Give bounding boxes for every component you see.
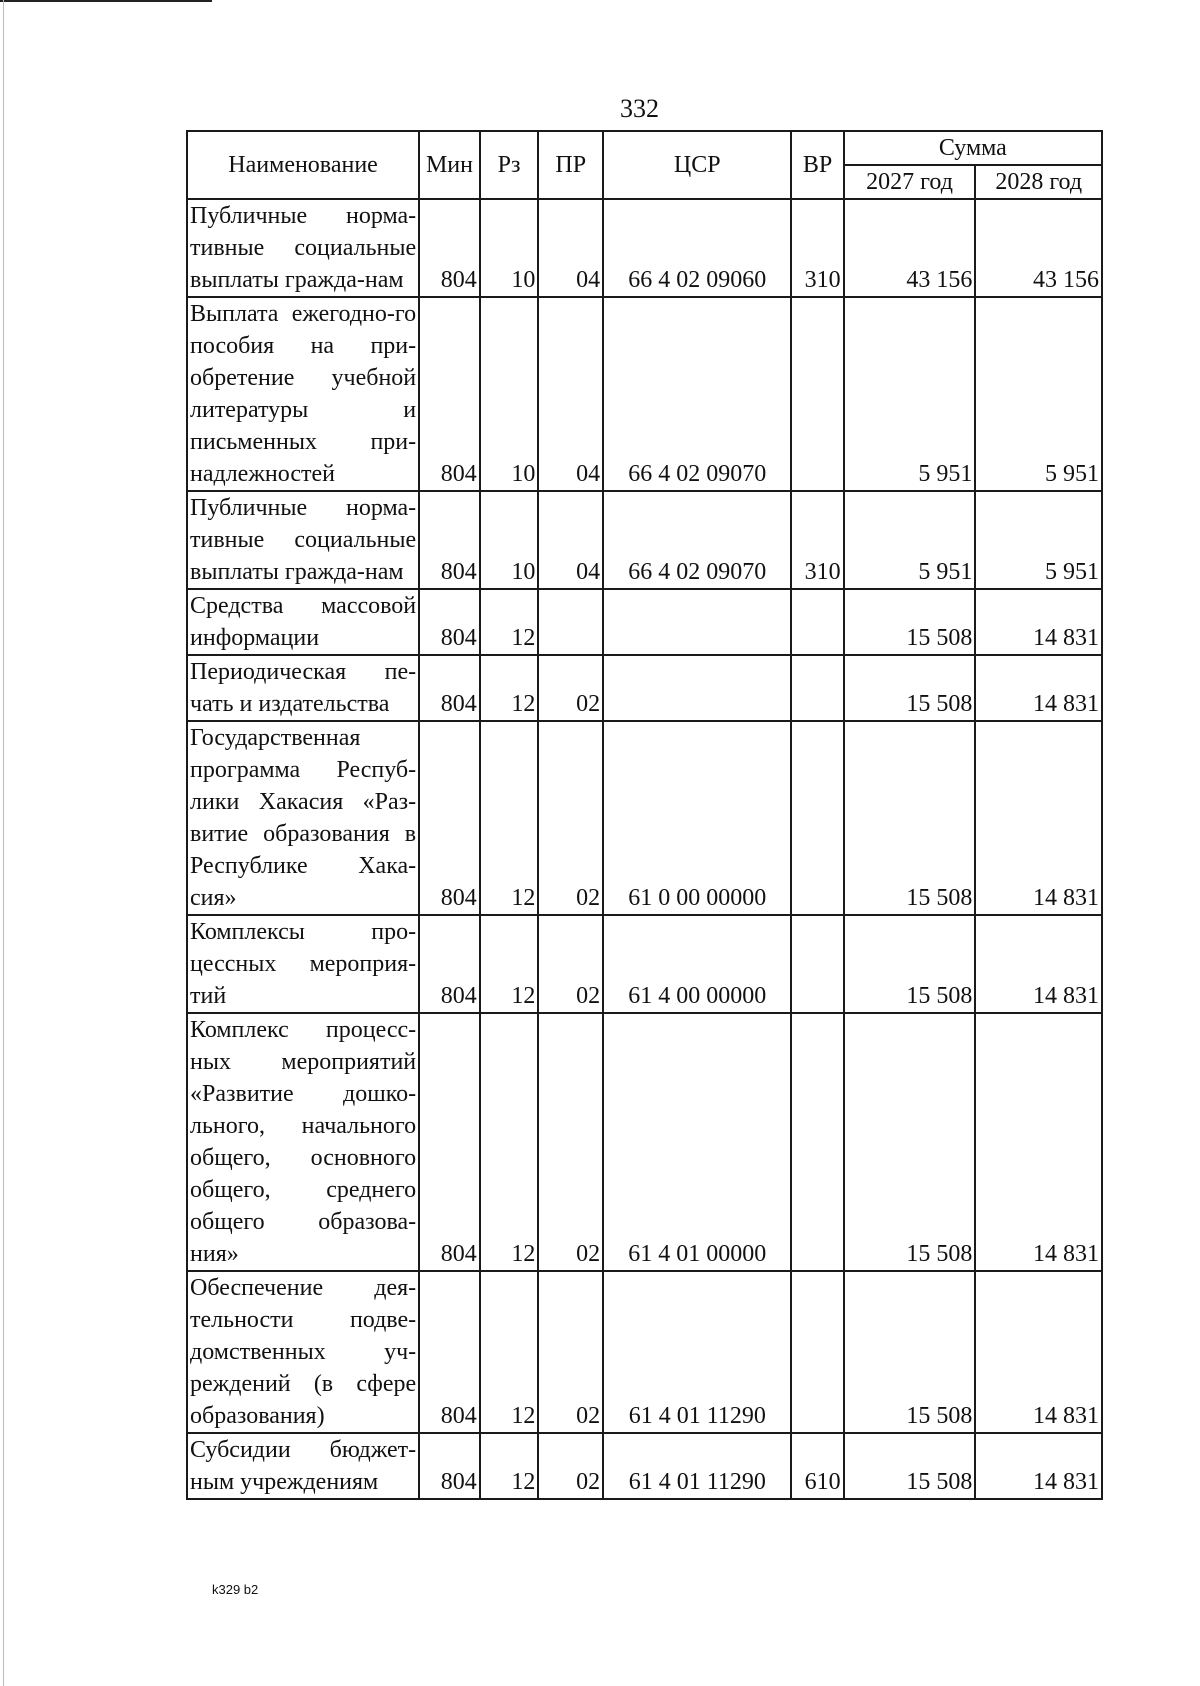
- cell-sum-2027: 15 508: [844, 1013, 976, 1271]
- cell-sum-2027: 15 508: [844, 1433, 976, 1499]
- cell-min: 804: [419, 915, 480, 1013]
- cell-rz: 12: [480, 655, 539, 721]
- cell-rz: 12: [480, 721, 539, 915]
- cell-name: Комплексы про-цессных мероприя-тий: [187, 915, 419, 1013]
- cell-min: 804: [419, 1271, 480, 1433]
- cell-sum-2028: 43 156: [975, 199, 1102, 297]
- cell-name: Субсидии бюджет-ным учреждениям: [187, 1433, 419, 1499]
- cell-min: 804: [419, 655, 480, 721]
- cell-vr: [791, 915, 843, 1013]
- page-number: 332: [620, 94, 659, 123]
- cell-pr: 02: [538, 721, 603, 915]
- cell-vr: 310: [791, 199, 843, 297]
- cell-sum-2027: 5 951: [844, 491, 976, 589]
- cell-min: 804: [419, 297, 480, 491]
- header-year-2028: 2028 год: [975, 165, 1102, 199]
- cell-vr: 610: [791, 1433, 843, 1499]
- cell-sum-2028: 14 831: [975, 1271, 1102, 1433]
- cell-pr: [538, 589, 603, 655]
- table-row: [187, 1271, 1102, 1433]
- cell-sum-2027: 15 508: [844, 655, 976, 721]
- cell-rz: 10: [480, 491, 539, 589]
- cell-sum-2028: 5 951: [975, 297, 1102, 491]
- cell-rz: 12: [480, 1433, 539, 1499]
- cell-name: Публичные норма-тивные социальные выплаты гражда-нам: [187, 199, 419, 297]
- cell-rz: 12: [480, 589, 539, 655]
- cell-csr: [603, 655, 791, 721]
- cell-min: 804: [419, 199, 480, 297]
- cell-name: Средства массовой информации: [187, 589, 419, 655]
- header-year-2027: 2027 год: [844, 165, 976, 199]
- cell-pr: 02: [538, 1013, 603, 1271]
- cell-sum-2028: 14 831: [975, 655, 1102, 721]
- cell-sum-2027: 43 156: [844, 199, 976, 297]
- header-vr: ВР: [791, 131, 843, 199]
- cell-csr: 61 4 01 11290: [603, 1433, 791, 1499]
- table-row: [187, 491, 1102, 589]
- cell-pr: 02: [538, 655, 603, 721]
- cell-sum-2028: 14 831: [975, 1433, 1102, 1499]
- cell-csr: 61 4 01 11290: [603, 1271, 791, 1433]
- table-row: [187, 1433, 1102, 1499]
- cell-rz: 12: [480, 915, 539, 1013]
- scan-edge-line: [0, 0, 212, 2]
- cell-name: Обеспечение дея-тельности подве-домственных уч-реждений (в сфере образования): [187, 1271, 419, 1433]
- cell-pr: 04: [538, 199, 603, 297]
- header-name: Наименование: [187, 131, 419, 199]
- table-row: [187, 1013, 1102, 1271]
- cell-name: Государственная программа Респуб-лики Хакасия «Раз-витие образования в Республике Хака-сия»: [187, 721, 419, 915]
- cell-pr: 02: [538, 915, 603, 1013]
- header-csr: ЦСР: [603, 131, 791, 199]
- cell-csr: 61 0 00 00000: [603, 721, 791, 915]
- cell-vr: [791, 655, 843, 721]
- footer-code: k329 b2: [212, 1582, 259, 1597]
- header-sum: Сумма: [844, 131, 1102, 165]
- cell-pr: 02: [538, 1271, 603, 1433]
- cell-rz: 10: [480, 297, 539, 491]
- cell-name: Выплата ежегодно-го пособия на при-обретение учебной литературы и письменных при-надлежностей: [187, 297, 419, 491]
- cell-pr: 02: [538, 1433, 603, 1499]
- cell-sum-2027: 15 508: [844, 915, 976, 1013]
- table-row: [187, 915, 1102, 1013]
- table-row: [187, 655, 1102, 721]
- cell-name: Комплекс процесс-ных мероприятий «Развитие дошко-льного, начального общего, основного общего, среднего общего образова-ния»: [187, 1013, 419, 1271]
- cell-vr: [791, 1271, 843, 1433]
- cell-sum-2028: 14 831: [975, 721, 1102, 915]
- scan-margin-line: [3, 0, 4, 1686]
- cell-sum-2028: 14 831: [975, 1013, 1102, 1271]
- cell-sum-2027: 5 951: [844, 297, 976, 491]
- cell-vr: 310: [791, 491, 843, 589]
- header-min: Мин: [419, 131, 480, 199]
- table-row: [187, 589, 1102, 655]
- budget-table: [186, 130, 1103, 1500]
- cell-sum-2028: 14 831: [975, 589, 1102, 655]
- table-row: [187, 199, 1102, 297]
- cell-sum-2028: 14 831: [975, 915, 1102, 1013]
- table-body: [187, 199, 1102, 1499]
- cell-rz: 12: [480, 1013, 539, 1271]
- table-row: [187, 297, 1102, 491]
- cell-min: 804: [419, 589, 480, 655]
- cell-name: Периодическая пе-чать и издательства: [187, 655, 419, 721]
- table-row: [187, 721, 1102, 915]
- cell-sum-2027: 15 508: [844, 589, 976, 655]
- cell-rz: 12: [480, 1271, 539, 1433]
- cell-rz: 10: [480, 199, 539, 297]
- cell-min: 804: [419, 721, 480, 915]
- header-pr: ПР: [538, 131, 603, 199]
- cell-min: 804: [419, 1433, 480, 1499]
- cell-vr: [791, 721, 843, 915]
- cell-vr: [791, 297, 843, 491]
- cell-pr: 04: [538, 491, 603, 589]
- cell-csr: 61 4 01 00000: [603, 1013, 791, 1271]
- cell-min: 804: [419, 491, 480, 589]
- cell-csr: 61 4 00 00000: [603, 915, 791, 1013]
- cell-pr: 04: [538, 297, 603, 491]
- cell-sum-2028: 5 951: [975, 491, 1102, 589]
- cell-csr: 66 4 02 09070: [603, 491, 791, 589]
- cell-sum-2027: 15 508: [844, 1271, 976, 1433]
- header-rz: Рз: [480, 131, 539, 199]
- cell-csr: 66 4 02 09070: [603, 297, 791, 491]
- cell-csr: [603, 589, 791, 655]
- cell-vr: [791, 1013, 843, 1271]
- cell-min: 804: [419, 1013, 480, 1271]
- cell-csr: 66 4 02 09060: [603, 199, 791, 297]
- cell-name: Публичные норма-тивные социальные выплаты гражда-нам: [187, 491, 419, 589]
- cell-sum-2027: 15 508: [844, 721, 976, 915]
- cell-vr: [791, 589, 843, 655]
